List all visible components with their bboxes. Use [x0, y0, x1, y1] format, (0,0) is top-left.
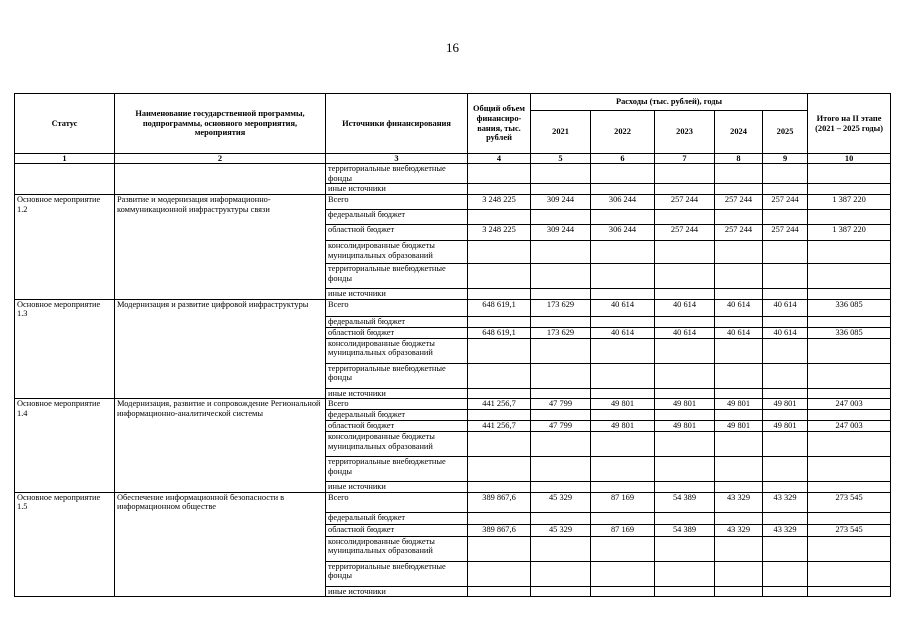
status-cell: Основное мероприятие 1.5 — [15, 492, 115, 597]
name-cell: Обеспечение информационной безопасности в информационном обществе — [115, 492, 326, 597]
source-cell: территориальные внебюджетные фонды — [326, 456, 468, 481]
value-cell — [808, 209, 891, 224]
value-cell — [715, 184, 763, 195]
column-number: 7 — [655, 154, 715, 164]
value-cell — [468, 561, 531, 586]
value-cell — [763, 512, 808, 524]
value-cell: 40 614 — [591, 299, 655, 316]
value-cell: 49 801 — [763, 399, 808, 410]
header-sources: Источники финансирования — [326, 94, 468, 154]
value-cell: 273 545 — [808, 492, 891, 512]
header-status: Статус — [15, 94, 115, 154]
source-cell: федеральный бюджет — [326, 409, 468, 420]
value-cell — [468, 338, 531, 363]
value-cell: 49 801 — [655, 420, 715, 431]
value-cell — [655, 184, 715, 195]
value-cell — [808, 184, 891, 195]
value-cell — [468, 164, 531, 184]
value-cell — [591, 240, 655, 263]
value-cell — [808, 481, 891, 492]
value-cell — [655, 409, 715, 420]
table-row — [15, 164, 891, 184]
value-cell: 273 545 — [808, 524, 891, 536]
value-cell — [531, 586, 591, 597]
value-cell — [808, 431, 891, 456]
name-cell: Развитие и модернизация информационно-коммуникационной инфраструктуры связи — [115, 194, 326, 299]
value-cell — [715, 431, 763, 456]
value-cell — [591, 164, 655, 184]
value-cell — [763, 363, 808, 388]
value-cell — [655, 561, 715, 586]
source-cell: консолидированные бюджеты муниципальных образований — [326, 431, 468, 456]
source-cell: территориальные внебюджетные фонды — [326, 363, 468, 388]
source-cell: областной бюджет — [326, 420, 468, 431]
source-cell: консолидированные бюджеты муниципальных образований — [326, 338, 468, 363]
value-cell — [808, 512, 891, 524]
source-cell: территориальные внебюджетные фонды — [326, 164, 468, 184]
value-cell — [808, 316, 891, 327]
value-cell: 389 867,6 — [468, 524, 531, 536]
value-cell: 257 244 — [763, 224, 808, 240]
value-cell — [468, 240, 531, 263]
value-cell — [655, 316, 715, 327]
value-cell — [808, 338, 891, 363]
value-cell — [468, 288, 531, 299]
value-cell — [531, 209, 591, 224]
value-cell: 45 329 — [531, 524, 591, 536]
value-cell — [763, 456, 808, 481]
name-cell — [115, 164, 326, 195]
column-number: 9 — [763, 154, 808, 164]
value-cell — [763, 240, 808, 263]
value-cell — [655, 481, 715, 492]
source-cell: консолидированные бюджеты муниципальных образований — [326, 240, 468, 263]
value-cell — [763, 209, 808, 224]
value-cell — [591, 561, 655, 586]
value-cell: 648 619,1 — [468, 299, 531, 316]
financing-table — [14, 93, 891, 597]
value-cell: 257 244 — [715, 224, 763, 240]
source-cell: территориальные внебюджетные фонды — [326, 263, 468, 288]
value-cell — [763, 288, 808, 299]
value-cell: 309 244 — [531, 224, 591, 240]
value-cell — [531, 481, 591, 492]
value-cell: 40 614 — [655, 299, 715, 316]
value-cell: 47 799 — [531, 399, 591, 410]
value-cell: 306 244 — [591, 224, 655, 240]
source-cell: федеральный бюджет — [326, 316, 468, 327]
value-cell — [531, 240, 591, 263]
value-cell — [468, 388, 531, 399]
value-cell — [591, 512, 655, 524]
value-cell: 3 248 225 — [468, 224, 531, 240]
column-number: 3 — [326, 154, 468, 164]
value-cell — [808, 536, 891, 561]
value-cell — [591, 456, 655, 481]
value-cell — [591, 586, 655, 597]
value-cell: 173 629 — [531, 327, 591, 338]
column-number: 8 — [715, 154, 763, 164]
value-cell: 247 003 — [808, 399, 891, 410]
value-cell — [655, 240, 715, 263]
header-year: 2023 — [655, 111, 715, 154]
value-cell: 257 244 — [655, 194, 715, 209]
value-cell: 40 614 — [655, 327, 715, 338]
column-number: 10 — [808, 154, 891, 164]
value-cell: 49 801 — [591, 420, 655, 431]
value-cell: 54 389 — [655, 492, 715, 512]
value-cell: 309 244 — [531, 194, 591, 209]
value-cell — [655, 388, 715, 399]
column-number: 1 — [15, 154, 115, 164]
value-cell — [531, 316, 591, 327]
value-cell — [763, 481, 808, 492]
value-cell: 49 801 — [591, 399, 655, 410]
value-cell — [808, 288, 891, 299]
column-number: 5 — [531, 154, 591, 164]
value-cell — [591, 263, 655, 288]
source-cell: территориальные внебюджетные фонды — [326, 561, 468, 586]
value-cell — [591, 338, 655, 363]
value-cell — [808, 263, 891, 288]
value-cell — [763, 388, 808, 399]
status-cell: Основное мероприятие 1.3 — [15, 299, 115, 399]
value-cell — [763, 409, 808, 420]
source-cell: Всего — [326, 492, 468, 512]
value-cell: 173 629 — [531, 299, 591, 316]
value-cell — [808, 164, 891, 184]
value-cell — [715, 338, 763, 363]
value-cell — [468, 316, 531, 327]
page-number: 16 — [446, 40, 459, 55]
value-cell: 49 801 — [763, 420, 808, 431]
value-cell — [763, 536, 808, 561]
value-cell: 87 169 — [591, 492, 655, 512]
header-year: 2022 — [591, 111, 655, 154]
source-cell: областной бюджет — [326, 224, 468, 240]
column-number-row — [15, 154, 891, 164]
value-cell — [808, 409, 891, 420]
status-cell: Основное мероприятие 1.2 — [15, 194, 115, 299]
value-cell — [591, 388, 655, 399]
value-cell — [763, 263, 808, 288]
value-cell: 40 614 — [591, 327, 655, 338]
value-cell: 257 244 — [763, 194, 808, 209]
status-cell — [15, 164, 115, 195]
value-cell — [531, 561, 591, 586]
value-cell — [531, 456, 591, 481]
value-cell — [591, 481, 655, 492]
source-cell: иные источники — [326, 586, 468, 597]
value-cell — [468, 209, 531, 224]
table-row — [15, 299, 891, 316]
source-cell: иные источники — [326, 184, 468, 195]
value-cell — [655, 512, 715, 524]
value-cell — [715, 240, 763, 263]
value-cell — [531, 363, 591, 388]
value-cell — [591, 316, 655, 327]
value-cell — [763, 184, 808, 195]
value-cell — [715, 164, 763, 184]
value-cell — [808, 240, 891, 263]
table-row — [15, 194, 891, 209]
value-cell — [763, 561, 808, 586]
value-cell: 43 329 — [715, 524, 763, 536]
value-cell — [531, 536, 591, 561]
value-cell — [715, 209, 763, 224]
value-cell — [655, 288, 715, 299]
value-cell — [468, 456, 531, 481]
value-cell — [808, 456, 891, 481]
value-cell — [763, 338, 808, 363]
value-cell: 43 329 — [715, 492, 763, 512]
value-cell — [531, 164, 591, 184]
header-year: 2021 — [531, 111, 591, 154]
value-cell — [655, 456, 715, 481]
header-year: 2025 — [763, 111, 808, 154]
value-cell — [468, 536, 531, 561]
value-cell — [468, 512, 531, 524]
table-row — [15, 399, 891, 410]
value-cell — [763, 431, 808, 456]
value-cell — [591, 288, 655, 299]
value-cell: 257 244 — [715, 194, 763, 209]
column-number: 6 — [591, 154, 655, 164]
value-cell — [591, 536, 655, 561]
value-cell — [531, 263, 591, 288]
name-cell: Модернизация, развитие и сопровождение Региональной информационно-аналитической системы — [115, 399, 326, 492]
header-total-volume: Общий объем финансиро-вания, тыс. рублей — [468, 94, 531, 154]
value-cell: 306 244 — [591, 194, 655, 209]
value-cell: 336 085 — [808, 299, 891, 316]
value-cell — [468, 409, 531, 420]
value-cell — [591, 431, 655, 456]
value-cell — [715, 263, 763, 288]
value-cell — [531, 388, 591, 399]
value-cell — [468, 586, 531, 597]
header-stage-total: Итого на II этапе (2021 – 2025 годы) — [808, 94, 891, 154]
value-cell: 40 614 — [763, 327, 808, 338]
value-cell: 54 389 — [655, 524, 715, 536]
value-cell — [655, 209, 715, 224]
value-cell — [715, 586, 763, 597]
value-cell — [531, 288, 591, 299]
source-cell: областной бюджет — [326, 327, 468, 338]
value-cell — [591, 363, 655, 388]
value-cell: 1 387 220 — [808, 224, 891, 240]
status-cell: Основное мероприятие 1.4 — [15, 399, 115, 492]
value-cell: 49 801 — [715, 399, 763, 410]
source-cell: Всего — [326, 399, 468, 410]
value-cell — [655, 164, 715, 184]
value-cell: 43 329 — [763, 492, 808, 512]
value-cell: 49 801 — [655, 399, 715, 410]
value-cell — [531, 512, 591, 524]
value-cell — [808, 561, 891, 586]
header-year: 2024 — [715, 111, 763, 154]
value-cell: 441 256,7 — [468, 420, 531, 431]
name-cell: Модернизация и развитие цифровой инфраструктуры — [115, 299, 326, 399]
value-cell — [531, 431, 591, 456]
value-cell: 389 867,6 — [468, 492, 531, 512]
value-cell — [468, 431, 531, 456]
value-cell — [591, 209, 655, 224]
source-cell: федеральный бюджет — [326, 209, 468, 224]
table-row — [15, 492, 891, 512]
source-cell: федеральный бюджет — [326, 512, 468, 524]
value-cell — [763, 316, 808, 327]
header-expenses: Расходы (тыс. рублей), годы — [531, 94, 808, 111]
value-cell — [468, 263, 531, 288]
value-cell — [655, 536, 715, 561]
value-cell — [531, 409, 591, 420]
value-cell: 441 256,7 — [468, 399, 531, 410]
value-cell — [591, 184, 655, 195]
value-cell — [763, 164, 808, 184]
source-cell: Всего — [326, 194, 468, 209]
value-cell — [468, 481, 531, 492]
financing-table-container — [14, 93, 890, 597]
value-cell: 247 003 — [808, 420, 891, 431]
value-cell — [715, 316, 763, 327]
value-cell: 47 799 — [531, 420, 591, 431]
source-cell: консолидированные бюджеты муниципальных образований — [326, 536, 468, 561]
value-cell — [715, 363, 763, 388]
value-cell: 43 329 — [763, 524, 808, 536]
value-cell: 45 329 — [531, 492, 591, 512]
value-cell: 648 619,1 — [468, 327, 531, 338]
value-cell — [715, 288, 763, 299]
value-cell — [655, 263, 715, 288]
source-cell: Всего — [326, 299, 468, 316]
value-cell — [715, 561, 763, 586]
value-cell: 40 614 — [715, 299, 763, 316]
value-cell — [715, 512, 763, 524]
value-cell: 87 169 — [591, 524, 655, 536]
value-cell: 257 244 — [655, 224, 715, 240]
value-cell — [655, 338, 715, 363]
value-cell — [655, 586, 715, 597]
value-cell — [468, 363, 531, 388]
value-cell — [715, 456, 763, 481]
value-cell: 3 248 225 — [468, 194, 531, 209]
value-cell: 1 387 220 — [808, 194, 891, 209]
source-cell: иные источники — [326, 481, 468, 492]
value-cell — [655, 431, 715, 456]
value-cell — [715, 481, 763, 492]
value-cell: 40 614 — [763, 299, 808, 316]
table-body — [15, 164, 891, 597]
value-cell — [715, 388, 763, 399]
value-cell — [808, 388, 891, 399]
column-number: 2 — [115, 154, 326, 164]
source-cell: иные источники — [326, 288, 468, 299]
value-cell — [531, 338, 591, 363]
header-name: Наименование государственной программы, подпрограммы, основного мероприятия, мероприятия — [115, 94, 326, 154]
value-cell — [655, 363, 715, 388]
value-cell: 336 085 — [808, 327, 891, 338]
value-cell: 49 801 — [715, 420, 763, 431]
value-cell — [531, 184, 591, 195]
value-cell: 40 614 — [715, 327, 763, 338]
column-number: 4 — [468, 154, 531, 164]
value-cell — [715, 409, 763, 420]
value-cell — [763, 586, 808, 597]
value-cell — [591, 409, 655, 420]
value-cell — [715, 536, 763, 561]
source-cell: областной бюджет — [326, 524, 468, 536]
value-cell — [468, 184, 531, 195]
source-cell: иные источники — [326, 388, 468, 399]
value-cell — [808, 586, 891, 597]
value-cell — [808, 363, 891, 388]
